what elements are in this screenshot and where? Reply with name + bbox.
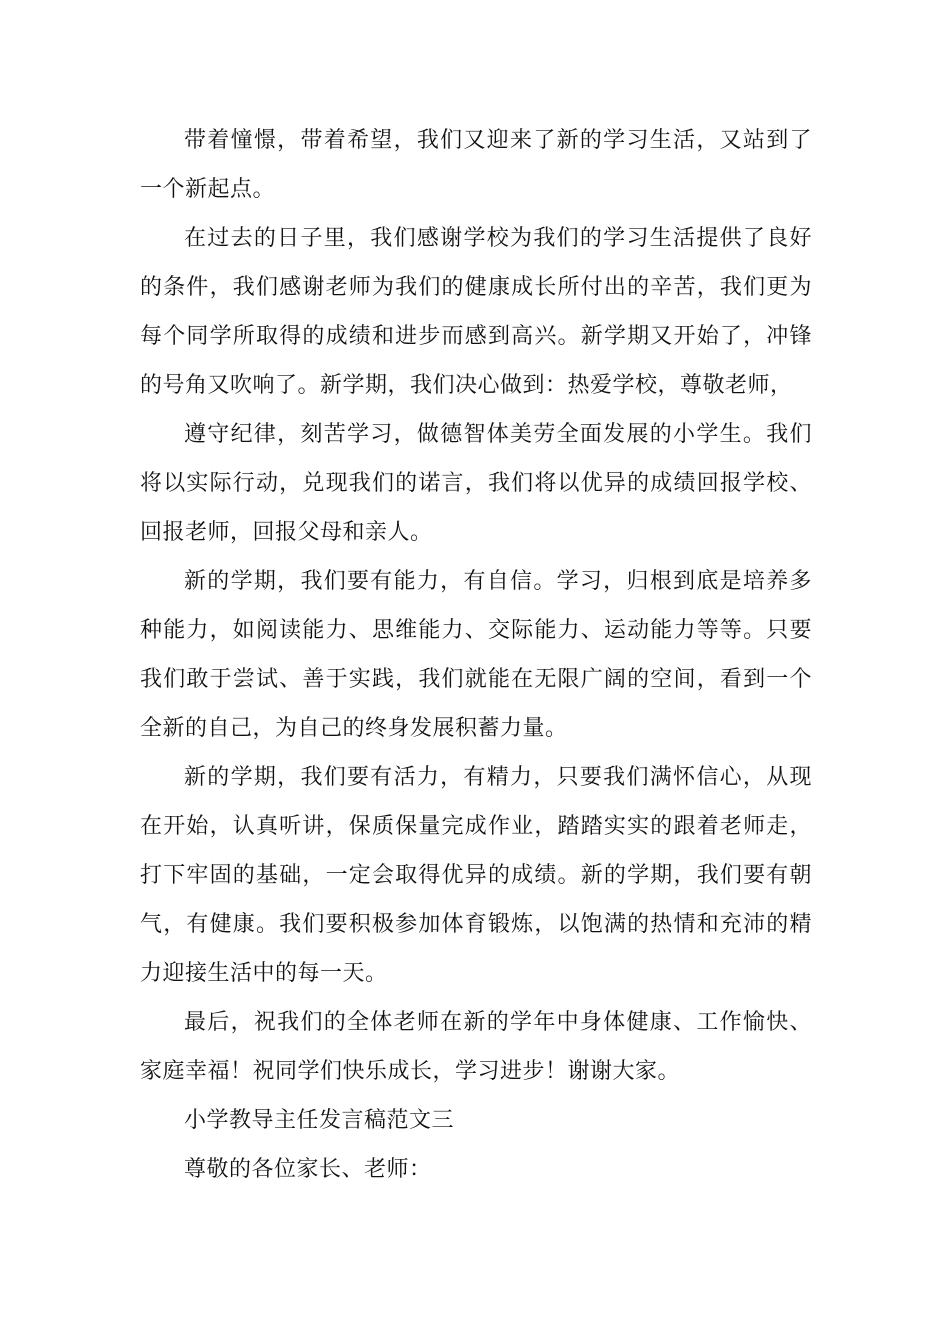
- salutation: 尊敬的各位家长、老师：: [184, 1157, 432, 1182]
- paragraph-vitality: 新的学期，我们要有活力，有精力，只要我们满怀信心，从现在开始，认真听讲，保质保量完成作业，踏踏实实的跟着老师走，打下牢固的基础，一定会取得优异的成绩。新的学期，我们要有朝气，有健康。我们要积极参加体育锻炼，以饱满的热情和充沛的精力迎接生活中的每一天。: [140, 765, 812, 986]
- paragraph-opening: 带着憧憬，带着希望，我们又迎来了新的学习生活，又站到了一个新起点。: [140, 128, 812, 202]
- paragraph-ability: 新的学期，我们要有能力，有自信。学习，归根到底是培养多种能力，如阅读能力、思维能力、交际能力、运动能力等等。只要我们敢于尝试、善于实践，我们就能在无限广阔的空间，看到一个全新的自己，为自己的终身发展积蓄力量。: [140, 569, 812, 741]
- paragraph-closing: 最后，祝我们的全体老师在新的学年中身体健康、工作愉快、家庭幸福！祝同学们快乐成长，学习进步！谢谢大家。: [140, 1010, 812, 1084]
- paragraph-discipline: 遵守纪律，刻苦学习，做德智体美劳全面发展的小学生。我们将以实际行动，兑现我们的诺言，我们将以优异的成绩回报学校、回报老师，回报父母和亲人。: [140, 422, 812, 545]
- paragraph-gratitude: 在过去的日子里，我们感谢学校为我们的学习生活提供了良好的条件，我们感谢老师为我们的健康成长所付出的辛苦，我们更为每个同学所取得的成绩和进步而感到高兴。新学期又开始了，冲锋的号角又吹响了。新学期，我们决心做到：热爱学校，尊敬老师，: [140, 226, 812, 398]
- section-heading: 小学教导主任发言稿范文三: [184, 1108, 455, 1133]
- document-body: [140, 116, 812, 1194]
